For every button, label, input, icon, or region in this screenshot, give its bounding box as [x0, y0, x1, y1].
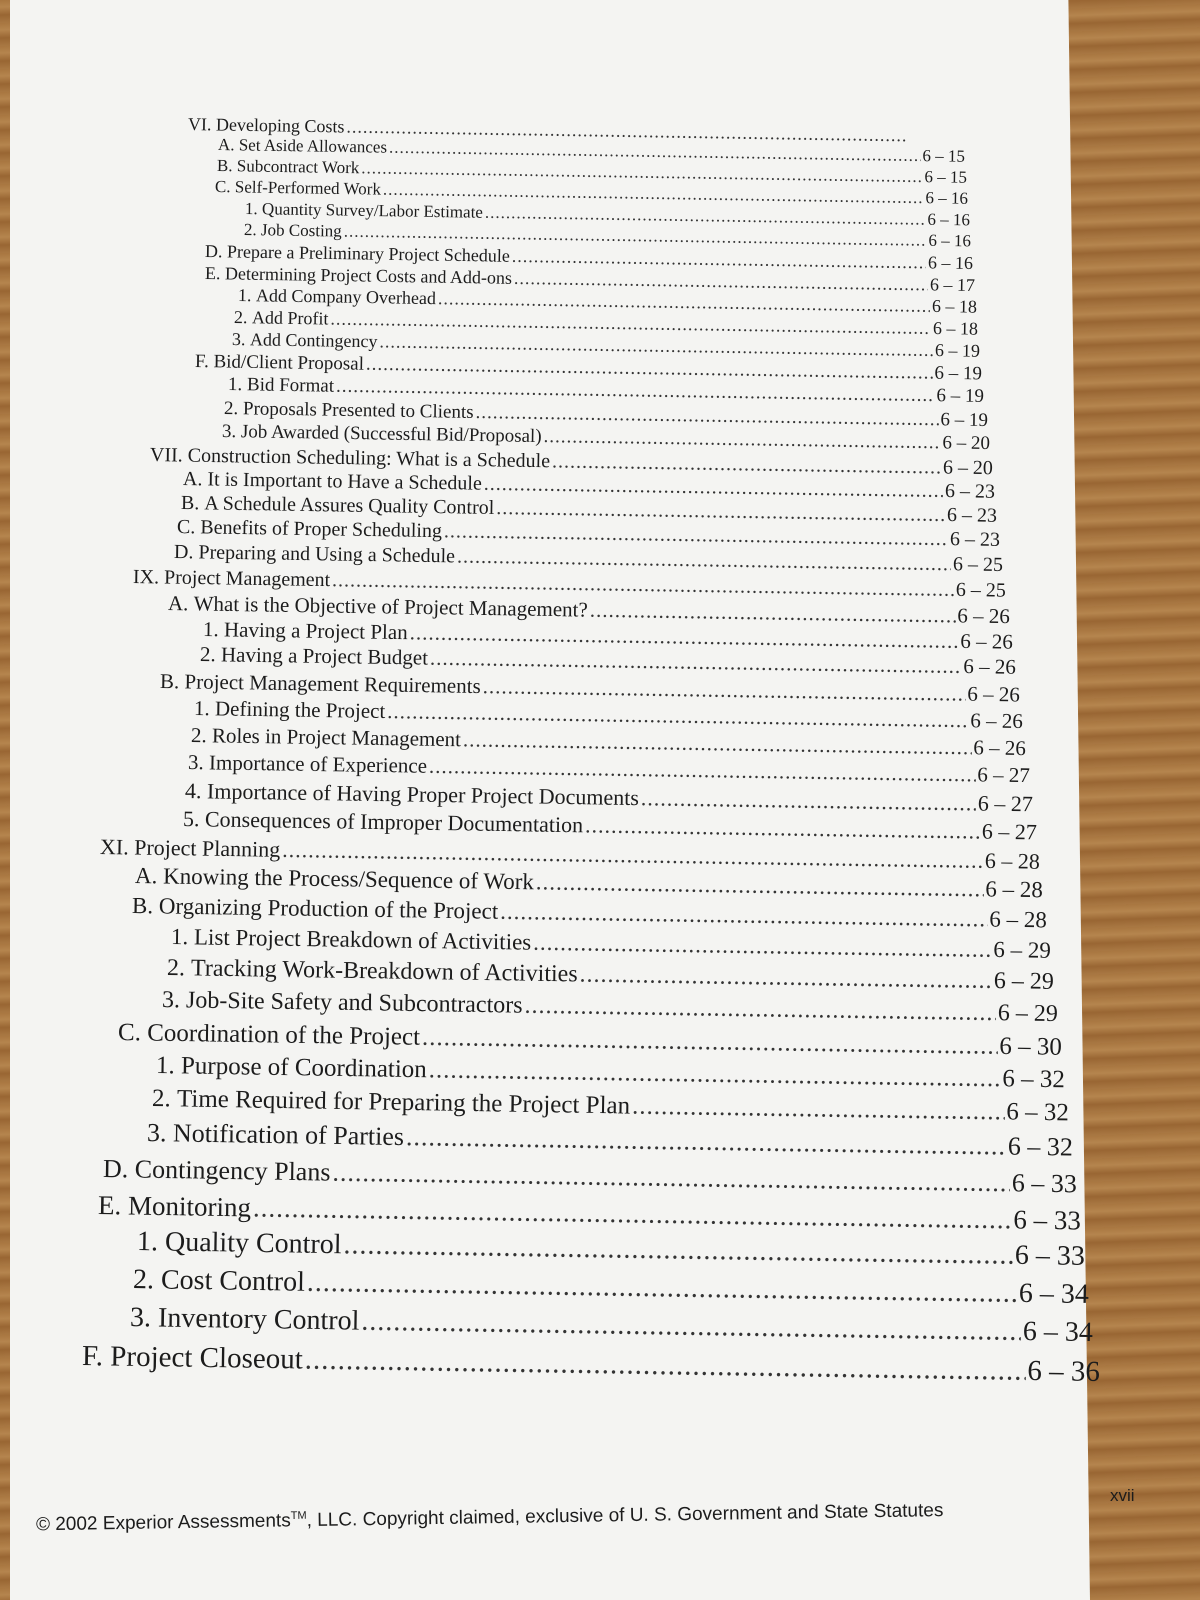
toc-marker: D. [204, 241, 223, 262]
toc-marker: 3. [161, 987, 181, 1014]
toc-title: Add Company Overhead [255, 285, 437, 309]
toc-marker: 2. [223, 398, 239, 420]
dot-leader [406, 1122, 1006, 1161]
toc-marker: 5. [182, 806, 200, 832]
toc-page-number: 6 – 16 [927, 209, 971, 230]
toc-page-number: 6 – 23 [944, 479, 996, 503]
toc-page-number: 6 – 15 [924, 167, 968, 187]
toc-page-number: 6 – 26 [967, 681, 1021, 707]
toc-marker: E. [204, 263, 221, 284]
toc-page-number: 6 – 28 [984, 847, 1041, 874]
toc-page-number: 6 – 33 [1013, 1204, 1082, 1236]
toc-page-number: 6 – 15 [922, 146, 966, 166]
toc-title: What is the Objective of Project Management? [193, 591, 589, 622]
trademark-mark: TM [290, 1509, 307, 1522]
toc-title: Notification of Parties [172, 1118, 405, 1152]
toc-title: Organizing Production of the Project [158, 893, 499, 924]
dot-leader [585, 812, 980, 844]
toc-marker: 3. [231, 329, 246, 350]
toc-page-number: 6 – 23 [946, 504, 998, 527]
toc-marker: 1. [202, 617, 219, 642]
toc-marker: 1. [237, 285, 252, 306]
toc-page-number: 6 – 20 [942, 456, 994, 480]
toc-marker: B. [180, 492, 200, 515]
toc-page-number: 6 – 33 [1011, 1168, 1078, 1199]
toc-marker: XI. [99, 834, 129, 860]
toc-page-number: 6 – 18 [932, 317, 979, 339]
toc-title: Contingency Plans [134, 1154, 331, 1187]
toc-title: Purpose of Coordination [180, 1052, 428, 1084]
toc-title: Cost Control [160, 1264, 306, 1298]
toc-page-number: 6 – 26 [960, 628, 1014, 654]
toc-marker: B. [159, 669, 180, 694]
toc-marker: 4. [184, 778, 202, 804]
toc-page-number: 6 – 26 [973, 735, 1027, 761]
toc-marker: A. [217, 135, 235, 155]
toc-marker: A. [182, 468, 203, 491]
toc-title: Preparing and Using a Schedule [198, 541, 456, 568]
dot-leader [632, 1093, 1005, 1127]
toc-page-number: 6 – 34 [1018, 1277, 1090, 1311]
toc-title: Importance of Experience [208, 750, 428, 778]
dot-leader [524, 993, 996, 1027]
toc-marker: 3. [129, 1302, 152, 1334]
toc-marker: F. [194, 351, 209, 373]
toc-page-number: 6 – 27 [981, 818, 1038, 845]
dot-leader [361, 1306, 1021, 1348]
toc-title: Determining Project Costs and Add-ons [224, 263, 513, 288]
toc-page-number: 6 – 33 [1014, 1239, 1086, 1272]
toc-page-number: 6 – 16 [927, 252, 974, 274]
toc-marker: 2. [166, 955, 186, 982]
toc-marker: B. [216, 156, 233, 176]
toc-page-number: 6 – 32 [1007, 1131, 1074, 1162]
toc-title: Having a Project Plan [223, 617, 408, 645]
dot-leader [305, 1344, 1026, 1388]
toc-page-number: 6 – 26 [970, 708, 1024, 734]
toc-title: Bid Format [246, 374, 335, 397]
toc-title: Project Management Requirements [184, 669, 481, 699]
toc-marker: 1. [227, 374, 243, 396]
toc-page-number: 6 – 25 [955, 578, 1007, 602]
toc-marker: 1. [136, 1226, 159, 1258]
toc-marker: 3. [221, 421, 237, 443]
toc-marker: B. [131, 893, 154, 919]
toc-title: Monitoring [127, 1190, 252, 1223]
toc-marker: VII. [149, 444, 183, 467]
toc-marker: C. [214, 177, 231, 197]
toc-marker: E. [97, 1190, 122, 1221]
toc-page-number: 6 – 19 [934, 340, 981, 361]
toc-marker: A. [134, 863, 158, 889]
toc-marker: 2. [233, 307, 248, 328]
toc-page-number: 6 – 20 [942, 432, 991, 455]
toc-marker: A. [167, 591, 189, 616]
dot-leader [579, 961, 992, 994]
dot-leader [500, 899, 988, 933]
toc-marker: IX. [132, 566, 160, 589]
toc-title: Importance of Having Proper Project Documents [206, 778, 640, 811]
toc-title: Consequences of Improper Documentation [204, 806, 584, 838]
dot-leader [343, 1229, 1013, 1272]
toc-page-number: 6 – 27 [977, 790, 1034, 817]
toc-page-number: 6 – 29 [997, 1000, 1059, 1028]
toc-page-number: 6 – 27 [977, 762, 1031, 788]
toc-page-number: 6 – 26 [963, 653, 1017, 679]
toc-marker: 3. [146, 1118, 167, 1148]
toc-title: Project Planning [134, 834, 281, 862]
toc-title: Inventory Control [157, 1302, 360, 1337]
toc-title: Roles in Project Management [211, 723, 462, 752]
toc-marker: 2. [190, 723, 207, 748]
dot-leader [536, 869, 984, 902]
toc-title: Project Closeout [110, 1340, 304, 1376]
toc-marker: C. [176, 516, 196, 539]
toc-page-number: 6 – 28 [989, 906, 1048, 933]
toc-page-number: 6 – 17 [929, 274, 976, 296]
toc-title: Job Awarded (Successful Bid/Proposal) [240, 421, 542, 448]
toc-marker: 1. [170, 924, 189, 950]
toc-marker: 2. [151, 1085, 171, 1113]
toc-page-number: 6 – 19 [936, 385, 985, 407]
toc-marker: 3. [187, 750, 204, 775]
toc-title: Developing Costs [215, 114, 345, 137]
toc-page-number: 6 – 19 [934, 362, 983, 385]
toc-marker: 1. [244, 199, 258, 219]
toc-title: Defining the Project [214, 696, 386, 724]
toc-marker: C. [117, 1019, 142, 1047]
toc-page-number: 6 – 18 [931, 295, 978, 317]
toc-title: Add Contingency [249, 329, 378, 352]
toc-page-number: 6 – 36 [1027, 1354, 1101, 1388]
toc-title: Add Profit [251, 307, 329, 329]
toc-page-number: 6 – 28 [985, 876, 1044, 903]
toc-title: Construction Scheduling: What is a Schedule [187, 444, 551, 473]
dot-leader [422, 1024, 998, 1061]
toc-title: Benefits of Proper Scheduling [200, 516, 443, 543]
toc-page-number: 6 – 16 [928, 230, 972, 251]
toc-marker: 2. [243, 220, 257, 240]
toc-title: Proposals Presented to Clients [242, 398, 474, 423]
toc-marker: D. [173, 541, 194, 564]
toc-page-number: 6 – 25 [952, 553, 1004, 577]
toc-marker: F. [81, 1340, 104, 1373]
toc-title: List Project Breakdown of Activities [193, 924, 532, 955]
dot-leader [332, 1158, 1010, 1199]
toc-marker: D. [102, 1154, 129, 1184]
toc-marker: 1. [155, 1052, 175, 1080]
toc-marker: VI. [187, 114, 212, 135]
page-folio: xvii [1110, 1486, 1135, 1505]
toc-title: Time Required for Preparing the Project Plan [176, 1085, 631, 1120]
toc-title: Prepare a Preliminary Project Schedule [226, 241, 511, 266]
toc-title: Self-Performed Work [234, 177, 382, 199]
toc-page-number: 6 – 34 [1022, 1316, 1094, 1349]
dot-leader [429, 1056, 1001, 1093]
dot-leader [307, 1267, 1017, 1310]
toc-page-number: 6 – 23 [949, 528, 1001, 551]
toc-marker: 2. [199, 642, 216, 667]
toc-title: A Schedule Assures Quality Control [204, 492, 495, 519]
copyright-suffix: , LLC. Copyright claimed, exclusive of U. S. Government and State Statutes [306, 1500, 944, 1532]
toc-entry [82, 1340, 1100, 1389]
toc-page-number: 6 – 32 [1002, 1065, 1066, 1094]
toc-title: Quality Control [164, 1226, 342, 1261]
toc-page-number: 6 – 30 [999, 1032, 1063, 1061]
dot-leader [641, 785, 976, 816]
toc-page-number: 6 – 29 [993, 967, 1055, 995]
toc-title: Set Aside Allowances [238, 135, 388, 157]
toc-page-number: 6 – 19 [940, 409, 989, 431]
toc-title: Coordination of the Project [146, 1019, 421, 1051]
toc-title: Subcontract Work [236, 156, 360, 178]
toc-page-number: 6 – 26 [957, 603, 1011, 629]
toc-marker: 2. [132, 1264, 155, 1296]
toc-title: Project Management [163, 566, 331, 592]
toc-title: Bid/Client Proposal [213, 351, 365, 375]
toc-title: Quantity Survey/Labor Estimate [261, 199, 484, 222]
toc-title: Job-Site Safety and Subcontractors [185, 987, 523, 1019]
toc-title: It is Important to Have a Schedule [207, 468, 482, 495]
toc-title: Knowing the Process/Sequence of Work [162, 863, 535, 895]
toc-title: Job Costing [260, 220, 342, 241]
toc-title: Tracking Work-Breakdown of Activities [190, 955, 578, 988]
toc-title: Having a Project Budget [220, 642, 429, 670]
toc-page-number: 6 – 32 [1006, 1098, 1070, 1127]
copyright-prefix: © 2002 Experior Assessments [35, 1510, 291, 1536]
toc-page-number: 6 – 29 [993, 936, 1052, 963]
toc-marker: 1. [193, 696, 210, 721]
toc-page-number: 6 – 16 [925, 188, 969, 208]
dot-leader [533, 930, 992, 963]
